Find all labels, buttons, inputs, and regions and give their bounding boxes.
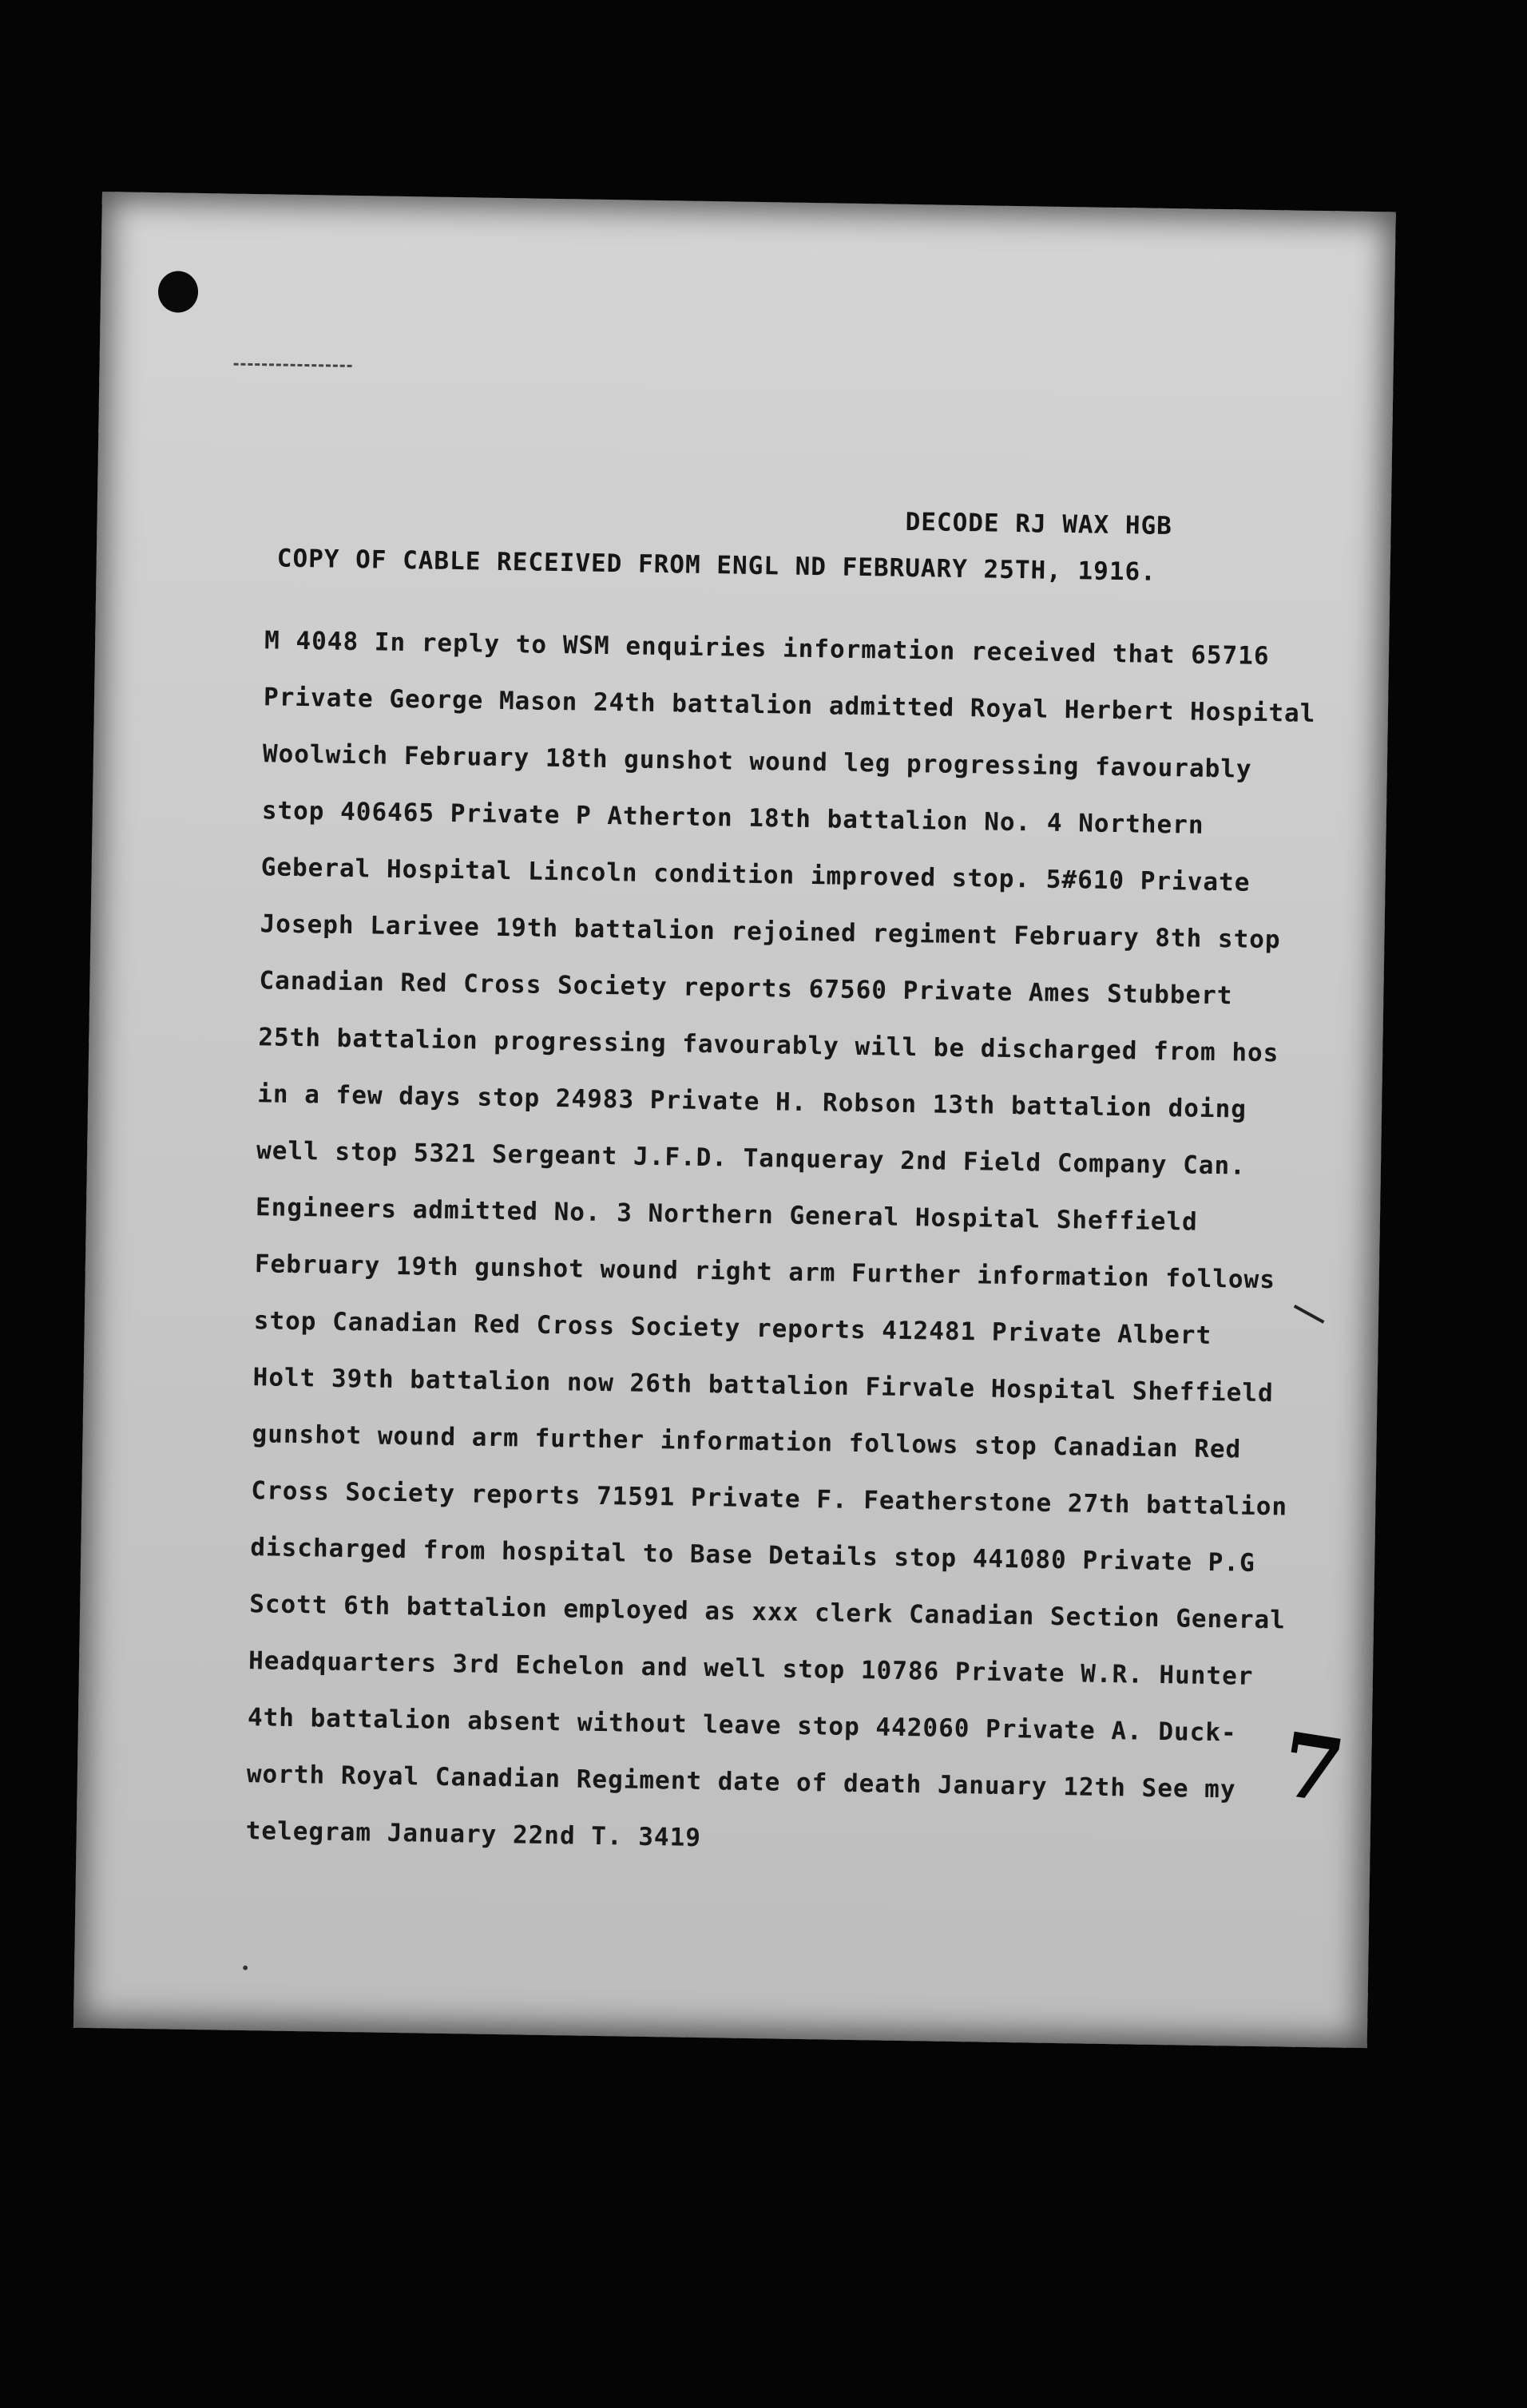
body-line: Holt 39th battalion now 26th battalion Firvale Hospital Sheffield [252, 1363, 1274, 1408]
body-line: telegram January 22nd T. 3419 [245, 1816, 702, 1853]
body-line: Private George Mason 24th battalion admitted Royal Herbert Hospital [263, 683, 1316, 728]
body-line: Woolwich February 18th gunshot wound leg progressing favourably [262, 739, 1252, 784]
body-line: discharged from hospital to Base Details stop 441080 Private P.G [250, 1533, 1255, 1578]
body-line: Cross Society reports 71591 Private F. Featherstone 27th battalion [251, 1476, 1288, 1522]
body-line: M 4048 In reply to WSM enquiries information received that 65716 [264, 626, 1270, 671]
body-line: February 19th gunshot wound right arm Further information follows [254, 1250, 1276, 1295]
pencil-mark [234, 363, 352, 367]
document-page [73, 192, 1396, 2048]
body-line: worth Royal Canadian Regiment date of death January 12th See my [246, 1760, 1236, 1804]
body-line: well stop 5321 Sergeant J.F.D. Tanqueray 2nd Field Company Can. [256, 1136, 1247, 1181]
body-line: stop Canadian Red Cross Society reports 412481 Private Albert [253, 1306, 1212, 1350]
body-line: Engineers admitted No. 3 Northern General Hospital Sheffield [255, 1193, 1199, 1237]
cable-body [245, 612, 1335, 1876]
decode-header: DECODE RJ WAX HGB [905, 507, 1173, 541]
body-line: 25th battalion progressing favourably will be discharged from hos [258, 1023, 1279, 1068]
stray-mark: • [240, 1958, 251, 1978]
body-line: Geberal Hospital Lincoln condition improved stop. 5#610 Private [260, 853, 1251, 897]
body-line: stop 406465 Private P Atherton 18th battalion No. 4 Northern [261, 796, 1204, 840]
handwritten-page-number: 7 [1274, 1712, 1351, 1824]
body-line: in a few days stop 24983 Private H. Robson 13th battalion doing [256, 1079, 1247, 1124]
body-line: gunshot wound arm further information follows stop Canadian Red [252, 1420, 1242, 1464]
body-line: Joseph Larivee 19th battalion rejoined regiment February 8th stop [260, 909, 1281, 955]
body-line: Headquarters 3rd Echelon and well stop 10786 Private W.R. Hunter [248, 1646, 1254, 1691]
punch-hole [158, 271, 199, 313]
body-line: Canadian Red Cross Society reports 67560 Private Ames Stubbert [259, 966, 1233, 1011]
body-line: Scott 6th battalion employed as xxx clerk Canadian Section General [248, 1590, 1287, 1635]
document-title: COPY OF CABLE RECEIVED FROM ENGL ND FEBRUARY 25TH, 1916. [276, 544, 1157, 587]
body-line: 4th battalion absent without leave stop 442060 Private A. Duck- [247, 1703, 1237, 1748]
